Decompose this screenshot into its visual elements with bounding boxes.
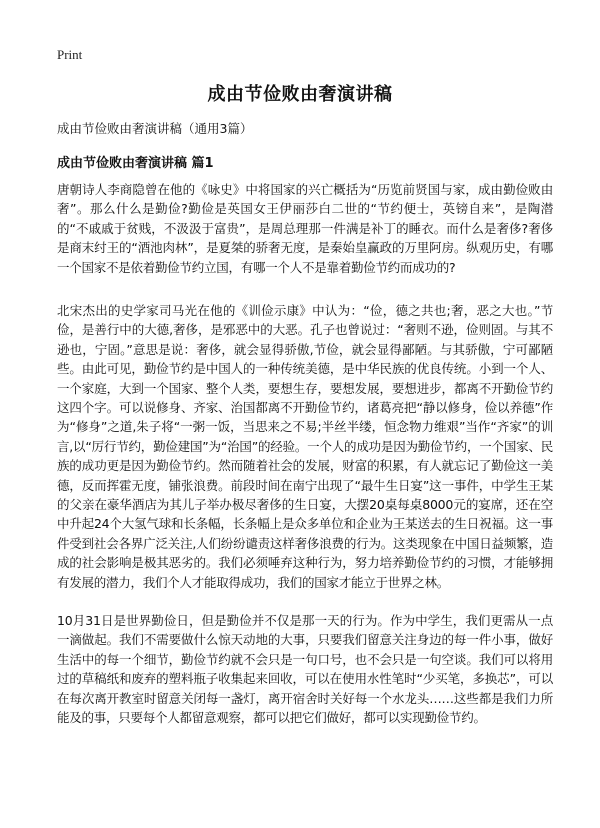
section-heading: 成由节俭败由奢演讲稿 篇1 — [57, 156, 214, 171]
document-subtitle: 成由节俭败由奢演讲稿（通用3篇） — [57, 121, 253, 136]
body-paragraph-2: 北宋杰出的史学家司马光在他的《训俭示康》中认为：“俭，德之共也;奢，恶之大也。”节俭，是善行中的大德,奢侈，是邪恶中的大恶。孔子也曾说过：“奢则不逊，俭则固。与其不逊也，宁固。”意思是说：奢侈，就会显得骄傲,节俭，就会显得鄙陋。与其骄傲，宁可鄙陋些。由此可见，勤俭节约是中国人的一种传统美德，是中华民族的优良传统。小到一个人、一个家庭，大到一个国家、整个人类，要想生存，要想发展，要想进步，都离不开勤俭节约这四个字。可以说修身、齐家、治国都离不开勤俭节约，诸葛亮把“静以修身，俭以养德”作为“修身”之道,朱子将“一粥一饭，当思来之不易;半丝半缕，恒念物力维艰”当作“齐家”的训言,以“厉行节约，勤俭建国”为“治国”的经验。一个人的成功是因为勤俭节约，一个国家、民族的成功更是因为勤俭节约。然而随着社会的发展，财富的积累，有人就忘记了勤俭这一美德，反而挥霍无度，铺张浪费。前段时间在南宁出现了“最牛生日宴”这一事件，中学生王某的父亲在豪华酒店为其儿子举办极尽奢侈的生日宴，大摆20桌每桌8000元的宴席，还在空中升起24个大氢气球和长条幅，长条幅上是众多单位和企业为王某送去的生日祝福。这一事件受到社会各界广泛关注,人们纷纷谴责这样奢侈浪费的行为。这类现象在中国日益频繁，造成的社会影响是极其恶劣的。我们必须唾弃这种行为，努力培养勤俭节约的习惯，才能够拥有发展的潜力，我们个人才能取得成功，我们的国家才能立于世界之林。 — [57, 303, 553, 590]
document-title: 成由节俭败由奢演讲稿 — [207, 84, 393, 105]
body-paragraph-3: 10月31日是世界勤俭日，但是勤俭并不仅是那一天的行为。作为中学生，我们更需从一点一滴做起。我们不需要做什么惊天动地的大事，只要我们留意关注身边的每一件小事，做好生活中的每一个细节，勤俭节约就不会只是一句口号，也不会只是一句空谈。我们可以将用过的草稿纸和废弃的塑料瓶子收集起来回收，可以在使用水性笔时“少买笔，多换芯”，可以在每次离开教室时留意关闭每一盏灯，离开宿舍时关好每一个水龙头……这些都是我们力所能及的事，只要每个人都留意观察，都可以把它们做好，都可以实现勤俭节约。 — [57, 613, 553, 726]
body-paragraph-1: 唐朝诗人李商隐曾在他的《咏史》中将国家的兴亡概括为“历览前贤国与家，成由勤俭败由奢”。那么什么是勤俭?勤俭是英国女王伊丽莎白二世的“节约便士，英镑自来”，是陶潜的“不戚戚于贫贱，不汲汲于富贵”，是周总理那一件满是补丁的睡衣。而什么是奢侈?奢侈是商末纣王的“酒池肉林”，是夏桀的骄奢无度，是秦始皇赢政的万里阿房。纵观历史，有哪一个国家不是依着勤俭节约立国，有哪一个人不是靠着勤俭节约而成功的? — [57, 182, 553, 275]
print-link[interactable]: Print — [57, 47, 83, 62]
